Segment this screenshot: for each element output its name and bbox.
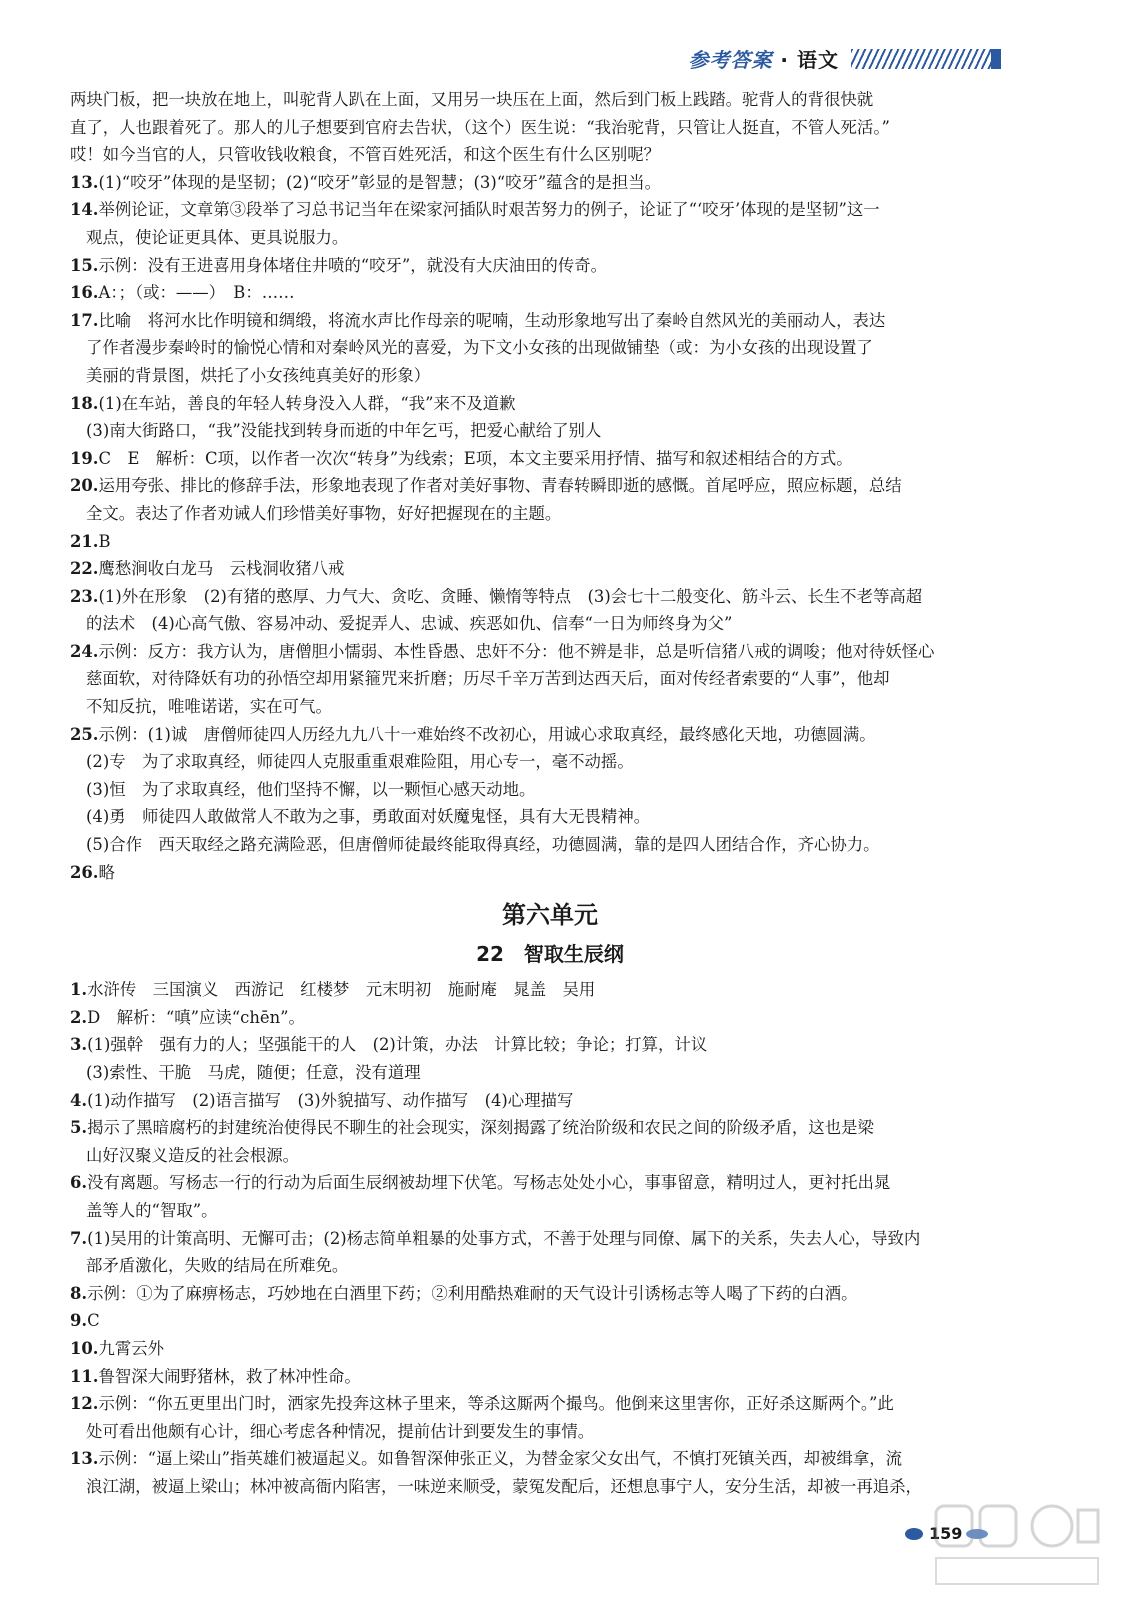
answer-number: 15. [70,255,99,275]
answer-line [70,693,1030,721]
answer-line [70,334,1030,362]
answer-item [70,721,1030,859]
answer-text: 九霄云外 [98,1338,165,1358]
answer-line [70,1445,1030,1473]
answer-text: (1)动作描写 (2)语言描写 (3)外貌描写、动作描写 (4)心理描写 [87,1090,574,1110]
answer-number: 13. [70,172,99,192]
answer-line [70,500,1030,528]
answer-item [70,1390,1030,1445]
intro-line: 哎！如今当官的人，只管收钱收粮食，不管百姓死活，和这个医生有什么区别呢？ [70,145,661,165]
answer-text: 举例论证，文章第③段举了习总书记当年在梁家河插队时艰苦努力的例子，论证了“‘咬牙’体现的是坚韧”这一 [98,200,880,220]
answer-line [70,859,1030,887]
answer-text: 没有离题。写杨志一行的行动为后面生辰纲被劫埋下伏笔。写杨志处处小心，事事留意，精明过人，更衬托出晁 [87,1173,891,1193]
answer-number: 2. [70,1007,88,1027]
answer-number: 21. [70,531,99,551]
answer-text: 慈面软，对待降妖有功的孙悟空却用紧箍咒来折磨；历尽千辛万苦到达西天后，面对传经者索要的“人事”，他却 [86,669,890,689]
answer-line [70,528,1030,556]
answer-line [70,1363,1030,1391]
answer-text: (3)恒 为了求取真经，他们坚持不懈，以一颗恒心感天动地。 [86,779,536,799]
page-header [688,44,1001,73]
answer-line [70,1225,1030,1253]
answer-text: 浪江湖，被逼上梁山；林冲被高衙内陷害，一味逆来顺受，蒙冤发配后，还想息事宁人，安分生活，却被一再追杀， [86,1476,922,1496]
header-title [688,44,839,73]
answer-text: (3)南大街路口，“我”没能找到转身而逝的中年乞丐，把爱心献给了别人 [86,421,602,441]
answer-line [70,196,1030,224]
answer-line [70,1087,1030,1115]
answer-text: 美丽的背景图，烘托了小女孩纯真美好的形象） [86,365,431,385]
answer-text: 部矛盾激化，失败的结局在所难免。 [86,1256,349,1276]
answer-number: 24. [70,641,99,661]
answer-text: 了作者漫步秦岭时的愉悦心情和对秦岭风光的喜爱，为下文小女孩的出现做铺垫（或：为小女孩的出现设置了 [86,338,873,358]
answer-line [70,721,1030,749]
answer-item [70,390,1030,445]
answer-line [70,1280,1030,1308]
answer-content [70,86,1030,1501]
answer-line [70,1169,1030,1197]
answer-item [70,1363,1030,1391]
answer-number: 25. [70,724,99,744]
answer-line [70,390,1030,418]
answer-text: 鲁智深大闹野猪林，救了林冲性命。 [98,1366,361,1386]
answer-line [70,583,1030,611]
answer-item [70,1225,1030,1280]
intro-passage [70,86,1030,169]
answer-number: 20. [70,476,99,496]
answer-line [70,776,1030,804]
answer-text: 示例：①为了麻痹杨志，巧妙地在白酒里下药；②利用酷热难耐的天气设计引诱杨志等人喝了下药的白酒。 [87,1283,858,1303]
answer-item [70,1280,1030,1308]
watermark-logo-icon [928,1500,1108,1592]
answer-text: (1)吴用的计策高明、无懈可击；(2)杨志简单粗暴的处事方式，不善于处理与同僚、属下的关系，失去人心，导致内 [87,1228,921,1248]
answer-text: 示例：反方：我方认为，唐僧胆小懦弱、本性昏愚、忠奸不分：他不辨是非，总是听信猪八戒的调唆；他对待妖怪心 [98,641,935,661]
answer-line [70,279,1030,307]
answer-text: 鹰愁涧收白龙马 云栈洞收猪八戒 [98,559,345,579]
page-number: 159 [929,1524,963,1543]
answer-item [70,279,1030,307]
answer-text: (3)索性、干脆 马虎，随便；任意，没有道理 [86,1063,421,1082]
answer-text: 示例：没有王进喜用身体堵住井喷的“咬牙”，就没有大庆油田的传奇。 [98,255,607,275]
answer-text: (4)勇 师徒四人敢做常人不敢为之事，勇敢面对妖魔鬼怪，具有大无畏精神。 [86,807,651,827]
answer-item [70,1307,1030,1335]
answer-line [70,1335,1030,1363]
answer-text: 水浒传 三国演义 西游记 红楼梦 元末明初 施耐庵 晁盖 吴用 [87,980,596,1000]
answer-line [70,1031,1030,1059]
answer-item [70,859,1030,887]
answer-item [70,1335,1030,1363]
answer-item [70,252,1030,280]
answer-text: (1)“咬牙”体现的是坚韧；(2)“咬牙”彰显的是智慧；(3)“咬牙”蕴含的是担当。 [98,172,661,192]
header-title-prefix: 参考答案 [688,48,773,72]
answer-text: (1)外在形象 (2)有猪的憨厚、力气大、贪吃、贪睡、懒惰等特点 (3)会七十二般变化、筋斗云、长生不老等高超 [98,586,923,606]
answer-item [70,196,1030,251]
answer-text: (2)专 为了求取真经，师徒四人克服重重艰难险阻，用心专一，毫不动摇。 [86,752,634,772]
answer-line [70,472,1030,500]
answer-number: 26. [70,862,99,882]
answer-line [70,1114,1030,1142]
answer-line [70,638,1030,666]
answer-line [70,1142,1030,1170]
answer-item [70,1169,1030,1224]
answer-text: A：；（或：——） B：…… [98,283,295,303]
answer-line [70,445,1030,473]
answer-line [70,976,1030,1004]
answer-line [70,803,1030,831]
answers-section-a [70,169,1030,886]
answer-line [70,1252,1030,1280]
answer-text: 的法术 (4)心高气傲、容易冲动、爱捉弄人、忠诚、疾恶如仇、信奉“一日为师终身为父” [86,614,733,634]
answer-item [70,976,1030,1004]
answer-text: B [98,531,111,551]
answer-number: 10. [70,1338,99,1358]
answer-text: C [87,1311,100,1331]
answer-item [70,583,1030,638]
answer-number: 8. [70,1283,88,1303]
answer-text: 示例：(1)诚 唐僧师徒四人历经九九八十一难始终不改初心，用诚心求取真经，最终感化天地，功德圆满。 [98,724,876,744]
answer-item [70,445,1030,473]
answer-number: 14. [70,200,99,220]
answer-line [70,1059,1030,1087]
answer-item [70,307,1030,390]
answer-line [70,1390,1030,1418]
answer-text: (5)合作 西天取经之路充满险恶，但唐僧师徒最终能取得真经，功德圆满，靠的是四人团结合作，齐心协力。 [86,835,880,855]
answer-item [70,1114,1030,1169]
unit-title: 第六单元 [502,901,598,930]
answer-text: (1)强幹 强有力的人；坚强能干的人 (2)计策，办法 计算比较；争论；打算，计议 [87,1035,708,1055]
answer-line [70,555,1030,583]
answer-number: 18. [70,393,99,413]
intro-line: 直了，人也跟着死了。那人的儿子想要到官府去告状，（这个）医生说：“我治驼背，只管让人挺直，不管人死活。” [70,117,890,137]
answer-line [70,610,1030,638]
answer-text: 不知反抗，唯唯诺诺，实在可气。 [86,697,332,717]
answer-line [70,748,1030,776]
answer-text: 示例：“你五更里出门时，洒家先投奔这林子里来，等杀这厮两个撮鸟。他倒来这里害你，正好杀这厮两个。”此 [98,1394,894,1414]
answer-line [70,169,1030,197]
answer-number: 3. [70,1035,88,1055]
answer-number: 12. [70,1394,99,1414]
answer-text: 略 [98,862,115,882]
answer-line [70,362,1030,390]
answer-text: 处可看出他颇有心计，细心考虑各种情况，提前估计到要发生的事情。 [86,1421,595,1441]
answer-line [70,307,1030,335]
answer-text: (1)在车站，善良的年轻人转身没入人群，“我”来不及道歉 [98,393,516,413]
header-separator: · [780,48,790,72]
footer-dot-icon [905,1528,923,1540]
answer-number: 17. [70,310,99,330]
answer-line [70,1307,1030,1335]
answer-line [70,665,1030,693]
answer-item [70,1087,1030,1115]
answer-number: 11. [70,1366,99,1386]
answer-line [70,1197,1030,1225]
answer-line [70,1473,1030,1501]
answer-number: 6. [70,1173,88,1193]
answer-item [70,472,1030,527]
header-subject: 语文 [797,48,839,72]
answer-line [70,417,1030,445]
answer-item [70,1031,1030,1086]
lesson-title: 22 智取生辰纲 [476,942,624,967]
answer-text: 揭示了黑暗腐朽的封建统治使得民不聊生的社会现实，深刻揭露了统治阶级和农民之间的阶级矛盾，这也是梁 [87,1118,874,1138]
answer-number: 22. [70,559,99,579]
answer-item [70,555,1030,583]
answer-line [70,224,1030,252]
answer-line [70,1418,1030,1446]
answer-line [70,252,1030,280]
answer-text: C E 解析：C项，以作者一次次“转身”为线索；E项，本文主要采用抒情、描写和叙述相结合的方式。 [98,448,853,468]
answer-text: 全文。表达了作者劝诫人们珍惜美好事物，好好把握现在的主题。 [86,503,562,523]
answer-number: 4. [70,1090,88,1110]
answer-line [70,831,1030,859]
header-stripe-decoration [851,49,1001,69]
answer-text: 示例：“逼上梁山”指英雄们被逼起义。如鲁智深伸张正义，为替金家父女出气，不慎打死镇关西，却被缉拿，流 [98,1449,903,1469]
answer-text: D 解析：“嗔”应读“chēn”。 [87,1007,305,1027]
answer-number: 19. [70,448,99,468]
answer-number: 16. [70,283,99,303]
answer-item [70,169,1030,197]
intro-line: 两块门板，把一块放在地上，叫驼背人趴在上面，又用另一块压在上面，然后到门板上践踏。驼背人的背很快就 [70,90,874,109]
answer-number: 7. [70,1228,88,1248]
answer-text: 观点，使论证更具体、更具说服力。 [86,227,349,247]
answer-number: 13. [70,1449,99,1469]
answer-number: 9. [70,1311,88,1331]
answer-text: 比喻 将河水比作明镜和绸缎，将流水声比作母亲的呢喃，生动形象地写出了秦岭自然风光的美丽动人，表达 [98,310,886,330]
answer-text: 运用夸张、排比的修辞手法，形象地表现了作者对美好事物、青春转瞬即逝的感慨。首尾呼应，照应标题，总结 [98,476,902,496]
answer-line [70,1004,1030,1032]
answer-number: 23. [70,586,99,606]
answer-number: 1. [70,980,88,1000]
answer-item [70,528,1030,556]
answer-item [70,638,1030,721]
answer-text: 盖等人的“智取”。 [86,1200,218,1220]
answer-item [70,1445,1030,1500]
answer-text: 山好汉聚义造反的社会根源。 [86,1145,300,1165]
answer-item [70,1004,1030,1032]
answer-number: 5. [70,1118,88,1138]
answers-section-b [70,976,1030,1500]
